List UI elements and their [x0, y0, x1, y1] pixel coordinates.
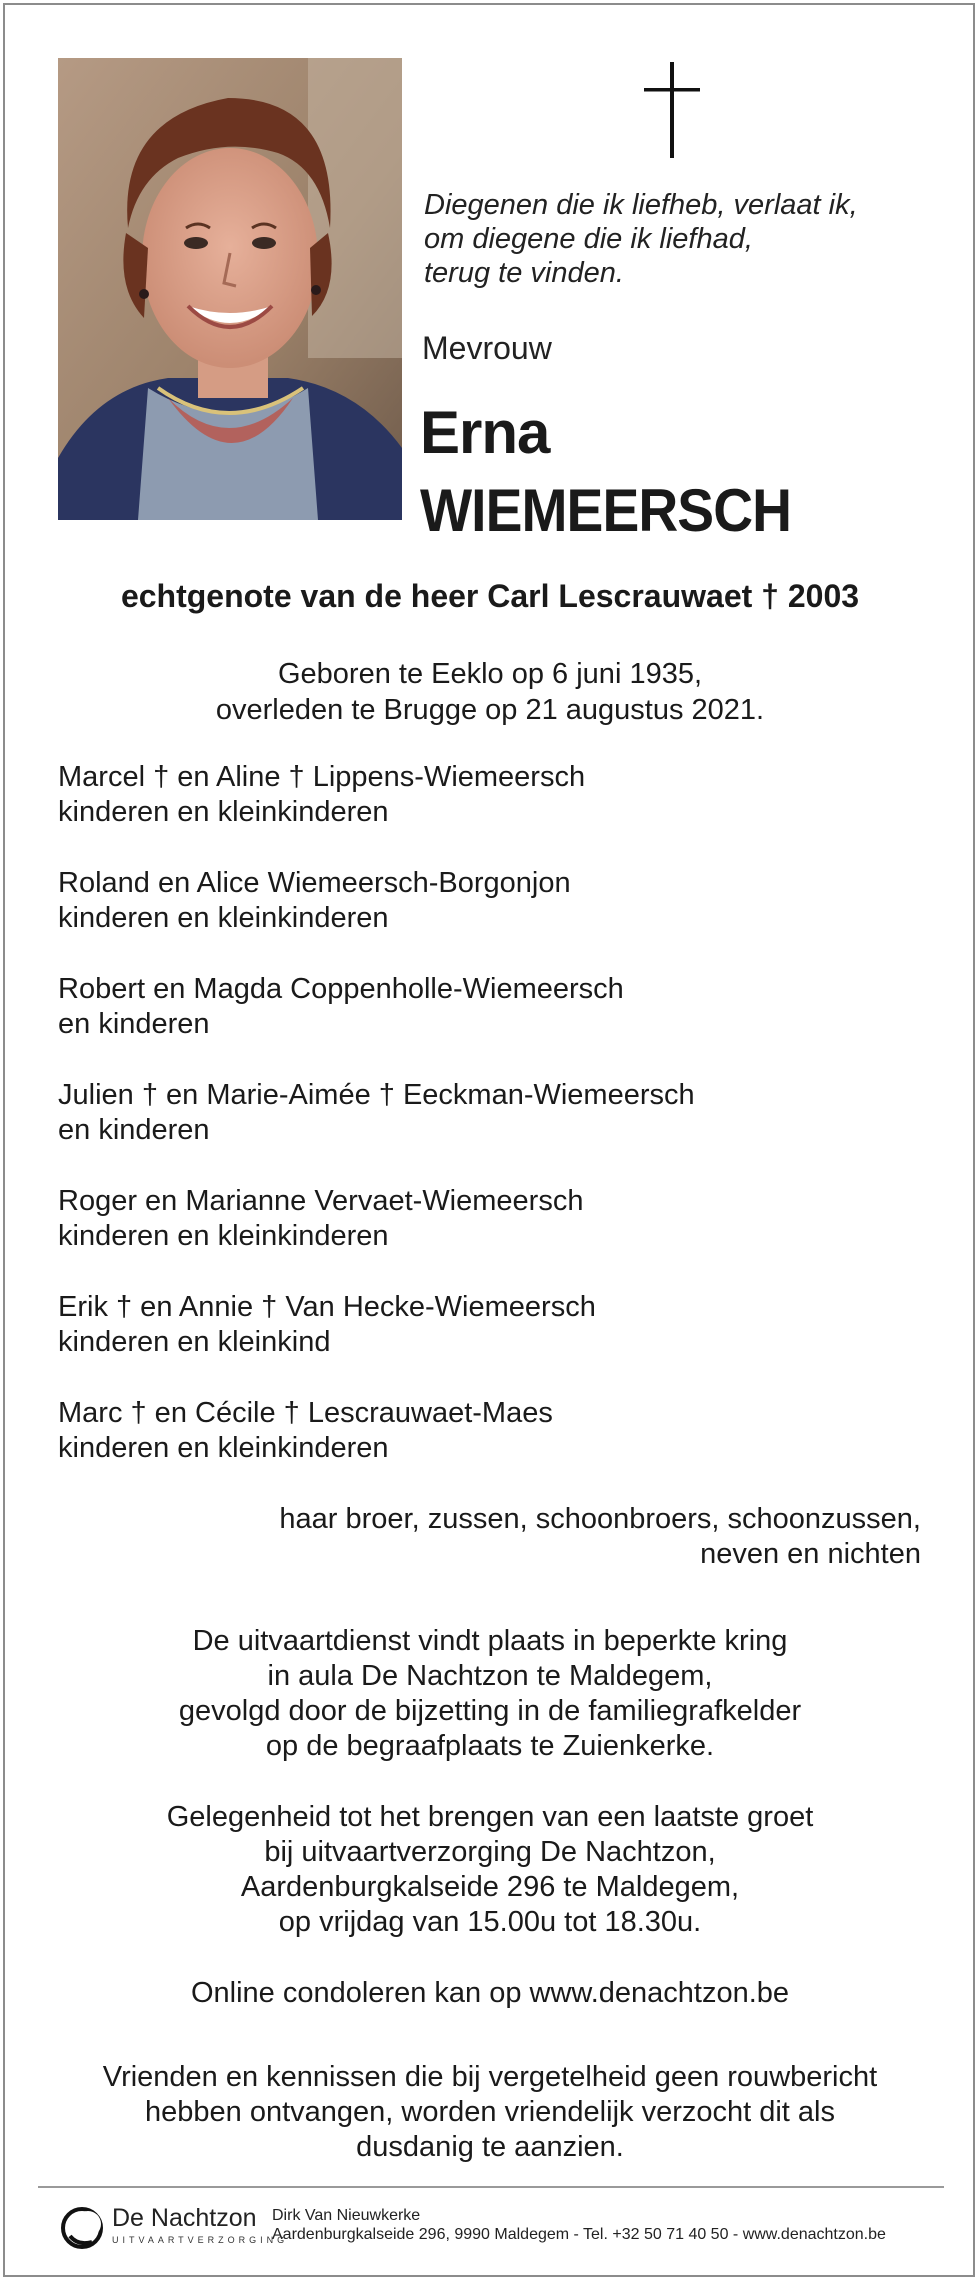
visit-line: bij uitvaartverzorging De Nachtzon, — [264, 1836, 716, 1868]
birth-line: Geboren te Eeklo op 6 juni 1935, — [277, 658, 703, 690]
footer-divider — [38, 2186, 944, 2188]
company-tagline: UITVAARTVERZORGING — [112, 2235, 289, 2245]
family-entry — [58, 1184, 938, 1254]
family-sub: kinderen en kleinkinderen — [58, 1220, 389, 1252]
notice-line: dusdanig te aanzien. — [356, 2131, 624, 2163]
family-sub: en kinderen — [58, 1114, 210, 1146]
family-sub: kinderen en kleinkinderen — [58, 1432, 389, 1464]
service-line: op de begraafplaats te Zuienkerke. — [265, 1730, 715, 1762]
other-relatives — [279, 1502, 921, 1572]
family-entry — [58, 1078, 938, 1148]
relatives-line: haar broer, zussen, schoonbroers, schoonzussen, — [279, 1503, 921, 1535]
family-entry — [58, 972, 938, 1042]
family-sub: en kinderen — [58, 1008, 210, 1040]
visit-line: Gelegenheid tot het brengen van een laatste groet — [166, 1801, 814, 1833]
moon-logo-icon — [60, 2206, 104, 2250]
contact-name: Dirk Van Nieuwkerke — [272, 2207, 421, 2224]
family-names: Marc † en Cécile † Lescrauwaet-Maes — [58, 1397, 553, 1429]
memorial-quote — [424, 188, 944, 290]
family-sub: kinderen en kleinkinderen — [58, 796, 389, 828]
last-name: WIEMEERSCH — [420, 477, 792, 544]
family-entry — [58, 1290, 938, 1360]
service-line: gevolgd door de bijzetting in de familiegrafkelder — [178, 1695, 802, 1727]
cross-icon — [644, 62, 700, 158]
notice-line: hebben ontvangen, worden vriendelijk verzocht dit als — [145, 2096, 835, 2128]
quote-line: om diegene die ik liefhad, — [424, 223, 753, 255]
footer-contact — [272, 2206, 886, 2244]
quote-line: Diegenen die ik liefheb, verlaat ik, — [424, 189, 858, 221]
visitation-info — [0, 1800, 980, 1940]
notice-line: Vrienden en kennissen die bij vergetelheid geen rouwbericht — [102, 2061, 878, 2093]
life-dates — [0, 656, 980, 728]
family-entry — [58, 866, 938, 936]
funeral-service-info — [0, 1624, 980, 1764]
first-name: Erna — [420, 399, 550, 466]
family-names: Roland en Alice Wiemeersch-Borgonjon — [58, 867, 571, 899]
relatives-line: neven en nichten — [700, 1538, 921, 1570]
family-names: Julien † en Marie-Aimée † Eeckman-Wiemeersch — [58, 1079, 695, 1111]
spouse-line: echtgenote van de heer Carl Lescrauwaet † 2003 — [120, 578, 860, 614]
visit-line: Aardenburgkalseide 296 te Maldegem, — [240, 1871, 740, 1903]
family-sub: kinderen en kleinkinderen — [58, 902, 389, 934]
notice-text — [0, 2060, 980, 2165]
service-line: De uitvaartdienst vindt plaats in beperkte kring — [192, 1625, 788, 1657]
visit-line: op vrijdag van 15.00u tot 18.30u. — [278, 1906, 702, 1938]
quote-line: terug te vinden. — [424, 257, 624, 289]
service-line: in aula De Nachtzon te Maldegem, — [267, 1660, 713, 1692]
family-names: Roger en Marianne Vervaet-Wiemeersch — [58, 1185, 584, 1217]
family-names: Robert en Magda Coppenholle-Wiemeersch — [58, 973, 624, 1005]
family-names: Marcel † en Aline † Lippens-Wiemeersch — [58, 761, 586, 793]
family-entry — [58, 760, 938, 830]
family-list — [58, 760, 938, 1502]
honorific: Mevrouw — [422, 330, 552, 366]
contact-address: Aardenburgkalseide 296, 9990 Maldegem - Tel. +32 50 71 40 50 - www.denachtzon.be — [272, 2226, 886, 2243]
family-entry — [58, 1396, 938, 1466]
company-name: De Nachtzon — [112, 2204, 257, 2232]
portrait-photo — [58, 58, 402, 520]
death-line: overleden te Brugge op 21 augustus 2021. — [215, 694, 765, 726]
family-names: Erik † en Annie † Van Hecke-Wiemeersch — [58, 1291, 596, 1323]
online-condolence: Online condoleren kan op www.denachtzon.be — [190, 1977, 790, 2009]
family-sub: kinderen en kleinkind — [58, 1326, 331, 1358]
